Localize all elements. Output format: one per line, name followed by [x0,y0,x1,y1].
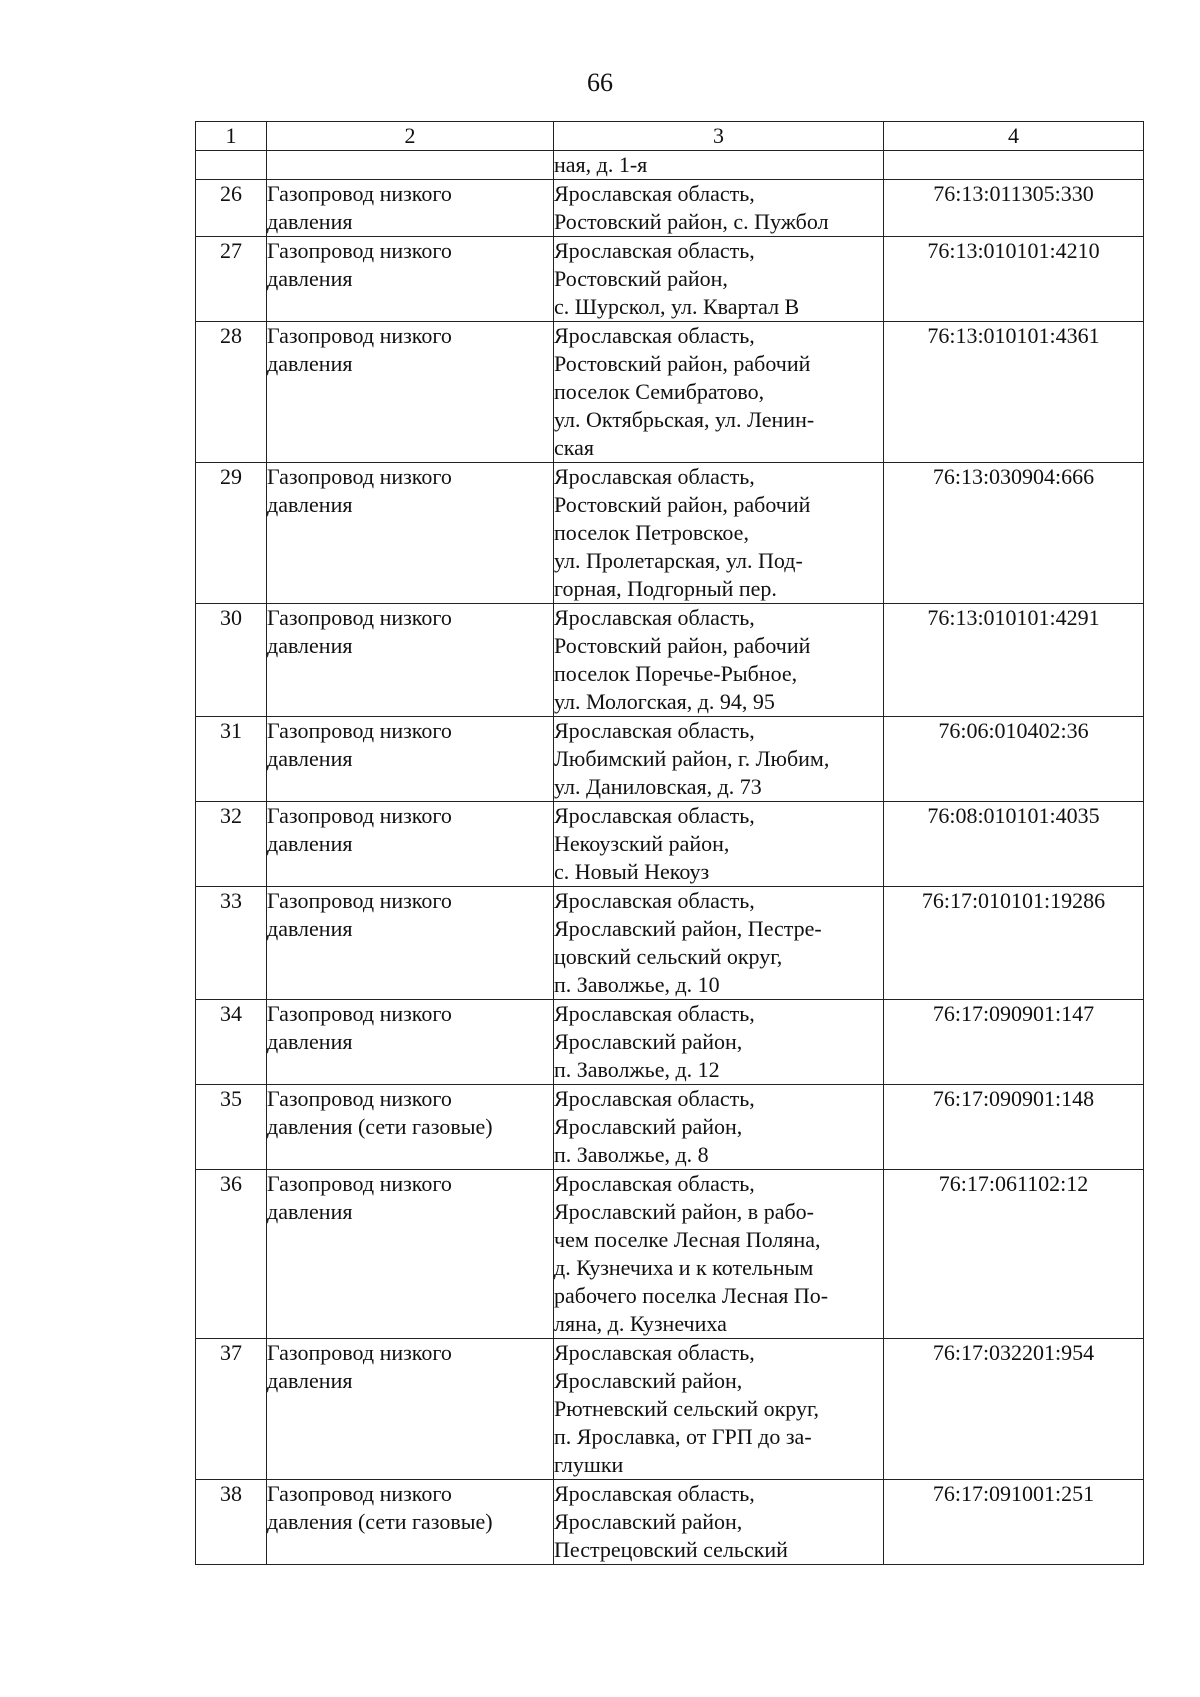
address-line: ул. Пролетарская, ул. Под- [554,548,803,573]
address-line: горная, Подгорный пер. [554,576,777,601]
address-line: Ярославский район, [554,1029,743,1054]
object-name-line: давления [267,633,353,658]
address-line: Рютневский сельский округ, [554,1396,820,1421]
table-row [196,802,1144,887]
object-name-line: Газопровод низкого [267,1086,452,1111]
table-row [196,1480,1144,1565]
header-col-3: 3 [554,122,884,151]
address-cell [554,180,884,237]
page-number: 66 [587,68,613,97]
address-line: ул. Мологская, д. 94, 95 [554,689,775,714]
address-cell [554,802,884,887]
object-name-line: Газопровод низкого [267,464,452,489]
object-name-cell [267,237,554,322]
row-number [196,151,267,180]
address-line: глушки [554,1452,624,1477]
address-cell [554,887,884,1000]
address-line: п. Заволжье, д. 12 [554,1057,720,1082]
address-line: Ярославская область, [554,718,755,743]
row-number: 29 [196,463,267,604]
address-cell [554,604,884,717]
address-line: ляна, д. Кузнечиха [554,1311,727,1336]
address-cell [554,1480,884,1565]
cadastral-number: 76:08:010101:4035 [884,802,1144,887]
address-line: чем поселке Лесная Поляна, [554,1227,821,1252]
address-line: Ярославская область, [554,803,755,828]
object-name-line: давления [267,1368,353,1393]
object-name-line: давления (сети газовые) [267,1509,493,1534]
address-line: Ярославская область, [554,1001,755,1026]
cadastral-number: 76:17:090901:147 [884,1000,1144,1085]
object-name-cell [267,604,554,717]
row-number: 30 [196,604,267,717]
address-line: Ярославский район, в рабо- [554,1199,814,1224]
table-row [196,1085,1144,1170]
object-name-cell [267,1085,554,1170]
table-row [196,604,1144,717]
object-name-line: Газопровод низкого [267,1481,452,1506]
object-name-cell [267,1000,554,1085]
object-name-line: Газопровод низкого [267,323,452,348]
address-line: рабочего поселка Лесная По- [554,1283,829,1308]
address-cell [554,1339,884,1480]
table-row [196,1339,1144,1480]
address-line: Ярославская область, [554,464,755,489]
object-name-line: Газопровод низкого [267,238,452,263]
object-name-line: Газопровод низкого [267,718,452,743]
cadastral-number: 76:17:032201:954 [884,1339,1144,1480]
address-cell [554,151,884,180]
address-line: Ярославский район, [554,1509,743,1534]
row-number: 33 [196,887,267,1000]
address-cell [554,1170,884,1339]
cadastral-number: 76:13:030904:666 [884,463,1144,604]
object-name-line: Газопровод низкого [267,181,452,206]
object-name-line: давления (сети газовые) [267,1114,493,1139]
object-name-cell [267,717,554,802]
address-cell [554,1000,884,1085]
header-col-4: 4 [884,122,1144,151]
object-name-line: давления [267,266,353,291]
address-line: Ярославская область, [554,1340,755,1365]
object-name-line: давления [267,746,353,771]
cadastral-number: 76:13:010101:4291 [884,604,1144,717]
object-name-cell [267,1480,554,1565]
table-row [196,463,1144,604]
table-row [196,151,1144,180]
address-line: Ростовский район, рабочий [554,633,811,658]
address-line: Ярославский район, [554,1114,743,1139]
row-number: 35 [196,1085,267,1170]
cadastral-number: 76:17:091001:251 [884,1480,1144,1565]
cadastral-number: 76:13:010101:4361 [884,322,1144,463]
address-line: Ростовский район, рабочий [554,351,811,376]
object-name-line: Газопровод низкого [267,605,452,630]
object-name-cell [267,1170,554,1339]
address-cell [554,237,884,322]
header-row [196,122,1144,151]
object-name-line: давления [267,492,353,517]
object-name-line: давления [267,351,353,376]
table-row [196,1170,1144,1339]
object-name-cell [267,180,554,237]
address-line: ная, д. 1-я [554,152,648,177]
address-cell [554,322,884,463]
address-line: ул. Октябрьская, ул. Ленин- [554,407,815,432]
address-line: Ярославская область, [554,1481,755,1506]
cadastral-number: 76:13:010101:4210 [884,237,1144,322]
table-row [196,1000,1144,1085]
address-line: ул. Даниловская, д. 73 [554,774,762,799]
cadastral-number: 76:06:010402:36 [884,717,1144,802]
row-number: 37 [196,1339,267,1480]
object-name-line: Газопровод низкого [267,1001,452,1026]
table-row [196,887,1144,1000]
address-line: поселок Поречье-Рыбное, [554,661,798,686]
registry-table [195,121,1144,1565]
address-line: с. Шурскол, ул. Квартал В [554,294,800,319]
object-name-line: давления [267,916,353,941]
address-line: поселок Петровское, [554,520,749,545]
address-line: Ярославская область, [554,323,755,348]
address-line: поселок Семибратово, [554,379,765,404]
address-line: Ростовский район, [554,266,728,291]
cadastral-number: 76:17:061102:12 [884,1170,1144,1339]
address-line: Некоузский район, [554,831,730,856]
address-line: Ярославская область, [554,605,755,630]
row-number: 34 [196,1000,267,1085]
address-line: Ярославская область, [554,238,755,263]
object-name-line: давления [267,209,353,234]
table-row [196,322,1144,463]
address-cell [554,717,884,802]
object-name-cell [267,463,554,604]
address-line: Ярославский район, [554,1368,743,1393]
row-number: 36 [196,1170,267,1339]
object-name-line: давления [267,831,353,856]
cadastral-number: 76:13:011305:330 [884,180,1144,237]
object-name-line: давления [267,1029,353,1054]
table-header [196,122,1144,151]
address-line: Ростовский район, с. Пужбол [554,209,829,234]
row-number: 31 [196,717,267,802]
object-name-cell [267,887,554,1000]
address-cell [554,463,884,604]
object-name-line: давления [267,1199,353,1224]
address-line: д. Кузнечиха и к котельным [554,1255,814,1280]
object-name-cell [267,1339,554,1480]
row-number: 26 [196,180,267,237]
table-row [196,237,1144,322]
address-line: Ярославская область, [554,888,755,913]
cadastral-number: 76:17:090901:148 [884,1085,1144,1170]
address-cell [554,1085,884,1170]
table-row [196,717,1144,802]
header-col-2: 2 [267,122,554,151]
object-name-cell [267,322,554,463]
address-line: Ярославская область, [554,1086,755,1111]
row-number: 38 [196,1480,267,1565]
object-name-cell [267,151,554,180]
object-name-line: Газопровод низкого [267,1171,452,1196]
row-number: 27 [196,237,267,322]
address-line: п. Ярославка, от ГРП до за- [554,1424,812,1449]
row-number: 32 [196,802,267,887]
object-name-cell [267,802,554,887]
address-line: Любимский район, г. Любим, [554,746,830,771]
address-line: Ярославский район, Пестре- [554,916,822,941]
address-line: Ярославская область, [554,1171,755,1196]
header-col-1: 1 [196,122,267,151]
address-line: Ростовский район, рабочий [554,492,811,517]
row-number: 28 [196,322,267,463]
address-line: п. Заволжье, д. 10 [554,972,720,997]
cadastral-number [884,151,1144,180]
address-line: ская [554,435,595,460]
object-name-line: Газопровод низкого [267,803,452,828]
cadastral-number: 76:17:010101:19286 [884,887,1144,1000]
table-body [196,151,1144,1565]
address-line: с. Новый Некоуз [554,859,710,884]
object-name-line: Газопровод низкого [267,888,452,913]
address-line: Пестрецовский сельский [554,1537,788,1562]
address-line: Ярославская область, [554,181,755,206]
object-name-line: Газопровод низкого [267,1340,452,1365]
address-line: цовский сельский округ, [554,944,783,969]
table-row [196,180,1144,237]
address-line: п. Заволжье, д. 8 [554,1142,709,1167]
